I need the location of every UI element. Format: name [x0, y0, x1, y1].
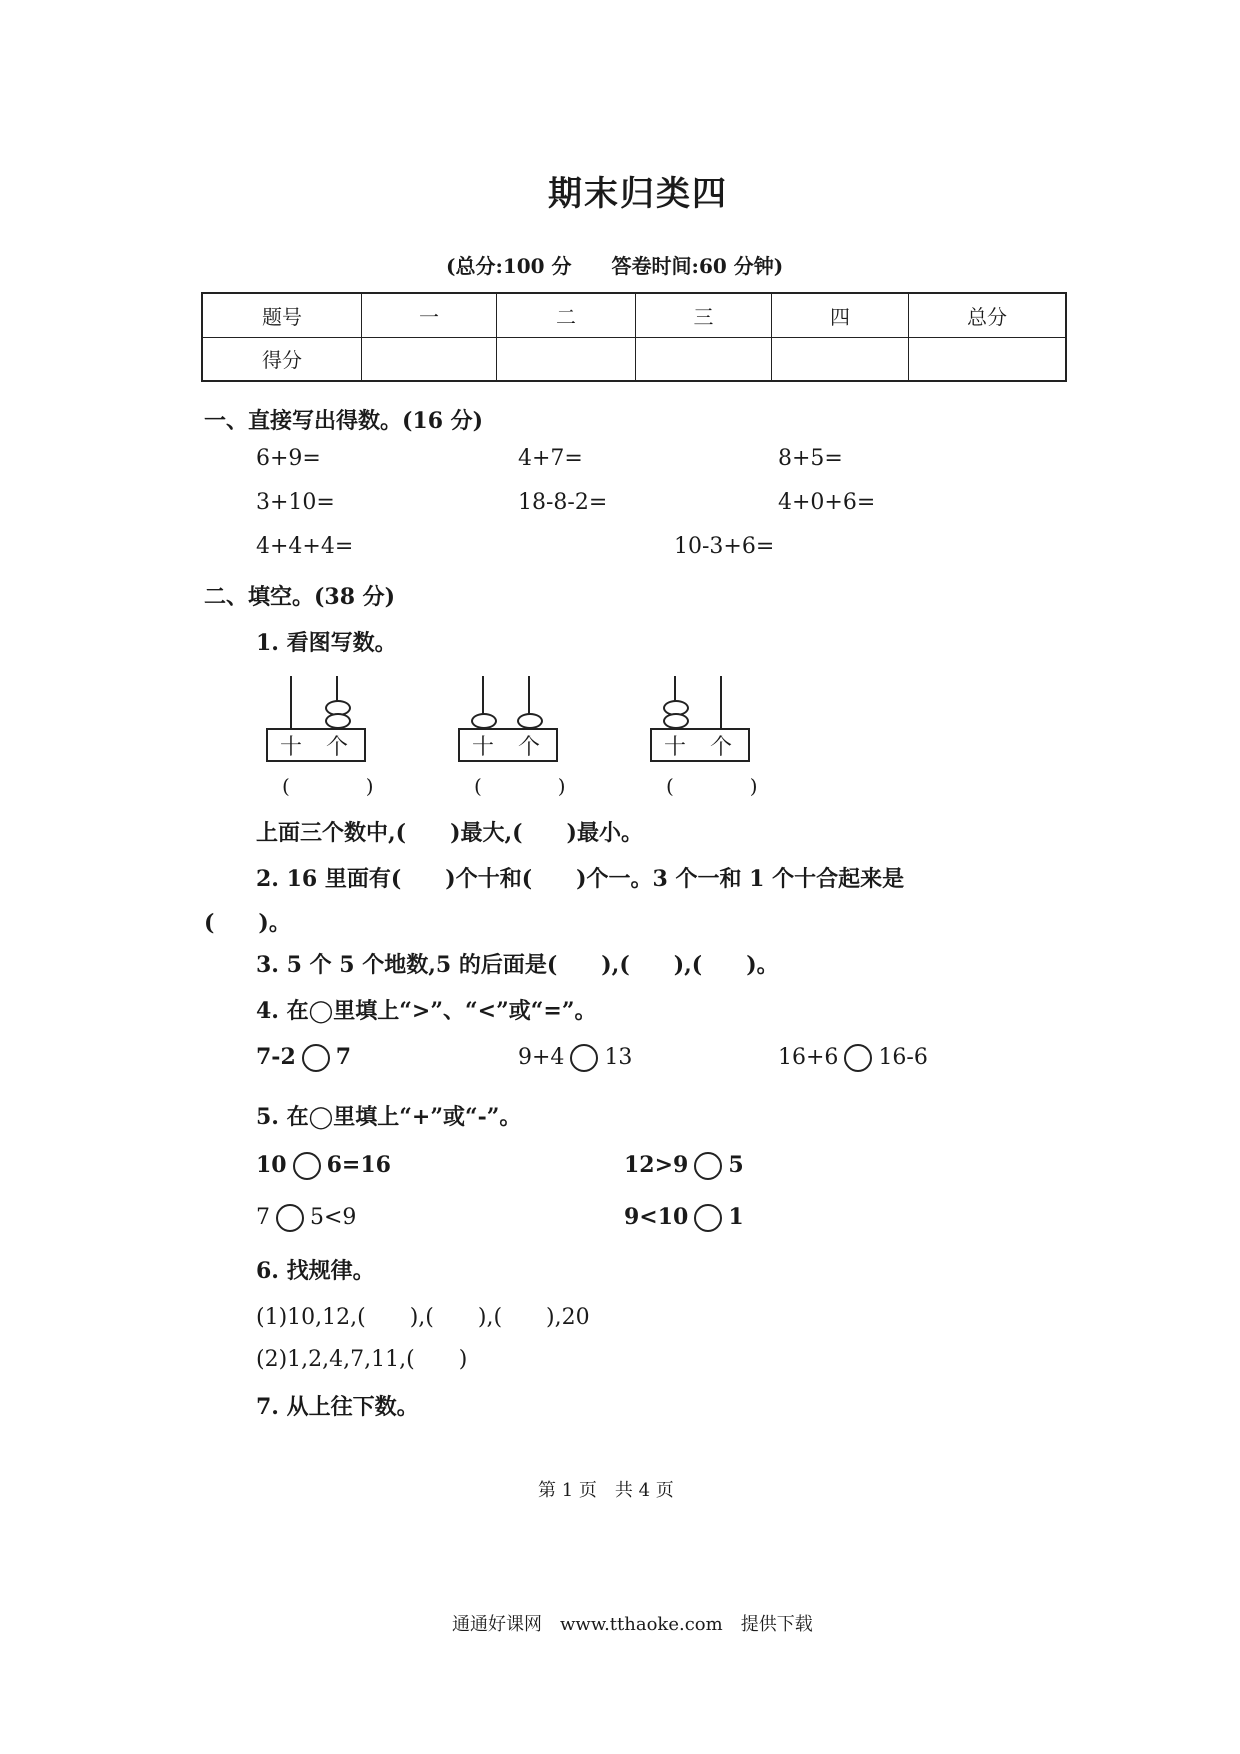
- page-title: 期末归类四: [548, 174, 728, 214]
- abacus-bead: [325, 713, 351, 729]
- q4-item: [778, 1044, 928, 1072]
- abacus-ones-label: 个: [518, 735, 541, 760]
- score-input-total[interactable]: [909, 337, 1067, 381]
- score-table-score-row: [202, 337, 1066, 381]
- compare-circle-icon[interactable]: [844, 1044, 872, 1072]
- abacus-tens-label: 十: [472, 735, 495, 760]
- score-input-2[interactable]: [497, 337, 636, 381]
- abacus-rod-ones: [720, 676, 722, 728]
- q7: 7. 从上往下数。: [256, 1394, 419, 1420]
- calc-item: 4+0+6=: [778, 490, 876, 515]
- q5-item: [624, 1204, 744, 1232]
- calc-item: 3+10=: [256, 490, 335, 515]
- score-cell-1: 一: [362, 293, 497, 337]
- q6-line1: (1)10,12,( ),( ),( ),20: [256, 1305, 590, 1330]
- calc-item: 10-3+6=: [674, 534, 775, 559]
- operator-circle-icon[interactable]: [293, 1152, 321, 1180]
- q5-left: 10: [256, 1152, 287, 1178]
- q4-right: 7: [335, 1044, 352, 1070]
- q4-label: 4. 在◯里填上“>”、“<”或“=”。: [256, 998, 597, 1024]
- section1-heading: 一、直接写出得数。(16 分): [204, 408, 484, 434]
- abacus-answer-blank[interactable]: ( ): [282, 774, 402, 798]
- q2-line2: ( )。: [204, 910, 291, 936]
- abacus-rod-tens: [290, 676, 292, 728]
- q5-left: 7: [256, 1205, 270, 1230]
- q5-left: 12>9: [624, 1152, 689, 1178]
- compare-circle-icon[interactable]: [570, 1044, 598, 1072]
- q6-line2: (2)1,2,4,7,11,( ): [256, 1347, 468, 1372]
- section2-heading: 二、填空。(38 分): [204, 584, 396, 610]
- q4-left: 9+4: [518, 1045, 565, 1070]
- footer-credit: 通通好课网 www.tthaoke.com 提供下载: [452, 1614, 813, 1635]
- score-cell-total: 总分: [909, 293, 1067, 337]
- q4-item: [518, 1044, 632, 1072]
- score-cell-label: 题号: [202, 293, 362, 337]
- q4-left: 16+6: [778, 1045, 839, 1070]
- score-input-3[interactable]: [636, 337, 772, 381]
- q5-right: 5: [728, 1152, 744, 1178]
- calc-item: 6+9=: [256, 446, 321, 471]
- q5-item: [256, 1152, 391, 1180]
- score-cell-2: 二: [497, 293, 636, 337]
- abacus-ones-label: 个: [710, 735, 733, 760]
- abacus-2: [458, 676, 594, 806]
- abacus-bead: [663, 713, 689, 729]
- abacus-3: [650, 676, 786, 806]
- operator-circle-icon[interactable]: [694, 1204, 722, 1232]
- q4-item: [256, 1044, 351, 1072]
- compare-circle-icon[interactable]: [302, 1044, 330, 1072]
- q4-right: 16-6: [878, 1045, 928, 1070]
- q5-right: 5<9: [310, 1205, 357, 1230]
- calc-item: 8+5=: [778, 446, 843, 471]
- score-input-1[interactable]: [362, 337, 497, 381]
- q4-right: 13: [604, 1045, 633, 1070]
- operator-circle-icon[interactable]: [276, 1204, 304, 1232]
- q4-left: 7-2: [256, 1044, 296, 1070]
- abacus-answer-blank[interactable]: ( ): [666, 774, 786, 798]
- score-cell-3: 三: [636, 293, 772, 337]
- q5-right: 6=16: [326, 1152, 391, 1178]
- q5-item: [624, 1152, 744, 1180]
- q3: 3. 5 个 5 个地数,5 的后面是( ),( ),( )。: [256, 952, 779, 978]
- abacus-bead: [517, 713, 543, 729]
- calc-item: 4+7=: [518, 446, 583, 471]
- abacus-ones-label: 个: [326, 735, 349, 760]
- score-cell-4: 四: [772, 293, 909, 337]
- q5-item: [256, 1204, 356, 1232]
- q5-left: 9<10: [624, 1204, 689, 1230]
- score-table: [201, 292, 1067, 382]
- q5-label: 5. 在◯里填上“+”或“-”。: [256, 1104, 522, 1130]
- score-row-label: 得分: [202, 337, 362, 381]
- score-input-4[interactable]: [772, 337, 909, 381]
- q1-compare: 上面三个数中,( )最大,( )最小。: [256, 820, 643, 846]
- abacus-tens-label: 十: [664, 735, 687, 760]
- operator-circle-icon[interactable]: [694, 1152, 722, 1180]
- abacus-answer-blank[interactable]: ( ): [474, 774, 594, 798]
- page-subtitle: (总分:100 分 答卷时间:60 分钟): [446, 254, 784, 278]
- calc-item: 4+4+4=: [256, 534, 354, 559]
- abacus-1: [266, 676, 402, 806]
- q2-line1: 2. 16 里面有( )个十和( )个一。3 个一和 1 个十合起来是: [256, 866, 905, 892]
- q6-label: 6. 找规律。: [256, 1258, 375, 1284]
- page-number: 第 1 页 共 4 页: [538, 1480, 674, 1501]
- abacus-bead: [471, 713, 497, 729]
- calc-item: 18-8-2=: [518, 490, 608, 515]
- abacus-tens-label: 十: [280, 735, 303, 760]
- score-table-header-row: [202, 293, 1066, 337]
- q1-label: 1. 看图写数。: [256, 630, 397, 656]
- q5-right: 1: [728, 1204, 744, 1230]
